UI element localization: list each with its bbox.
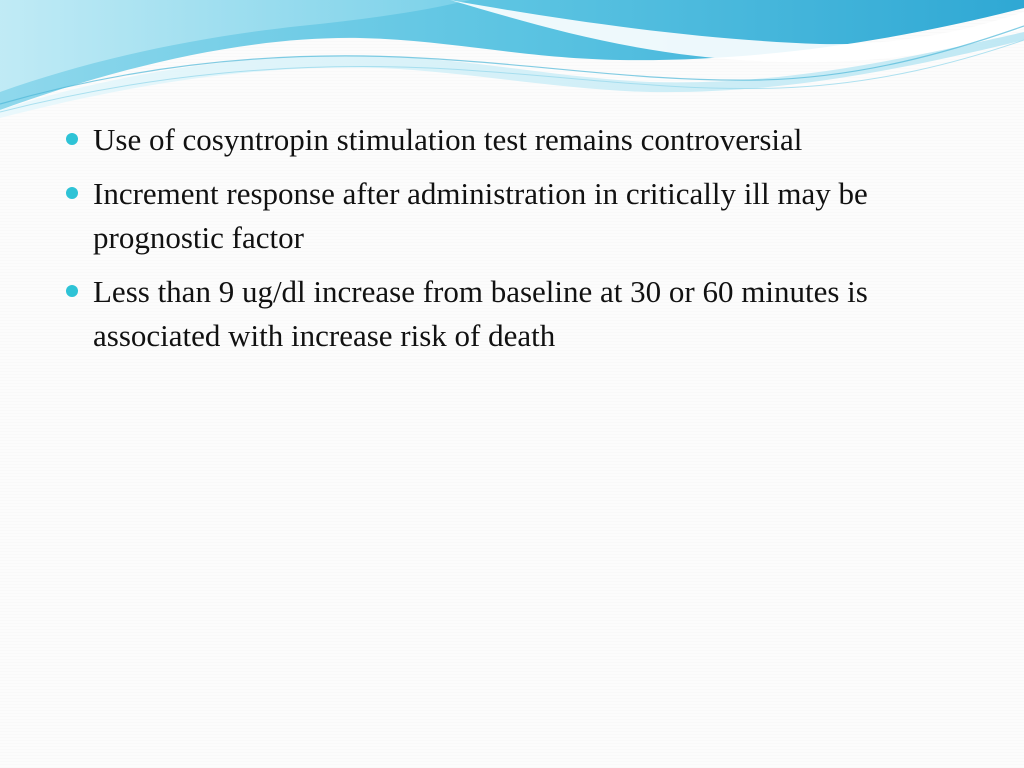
bullet-dot-icon xyxy=(66,285,78,297)
bullet-list xyxy=(64,118,964,368)
bullet-item xyxy=(64,270,964,358)
bullet-dot-icon xyxy=(66,133,78,145)
bullet-dot-icon xyxy=(66,187,78,199)
bullet-text: Use of cosyntropin stimulation test remains controversial xyxy=(93,122,803,157)
bullet-item xyxy=(64,118,964,162)
bullet-item xyxy=(64,172,964,260)
bullet-text: Increment response after administration in critically ill may be prognostic factor xyxy=(93,176,868,255)
wave-header-decoration xyxy=(0,0,1024,120)
bullet-text: Less than 9 ug/dl increase from baseline at 30 or 60 minutes is associated with increase risk of death xyxy=(93,274,868,353)
